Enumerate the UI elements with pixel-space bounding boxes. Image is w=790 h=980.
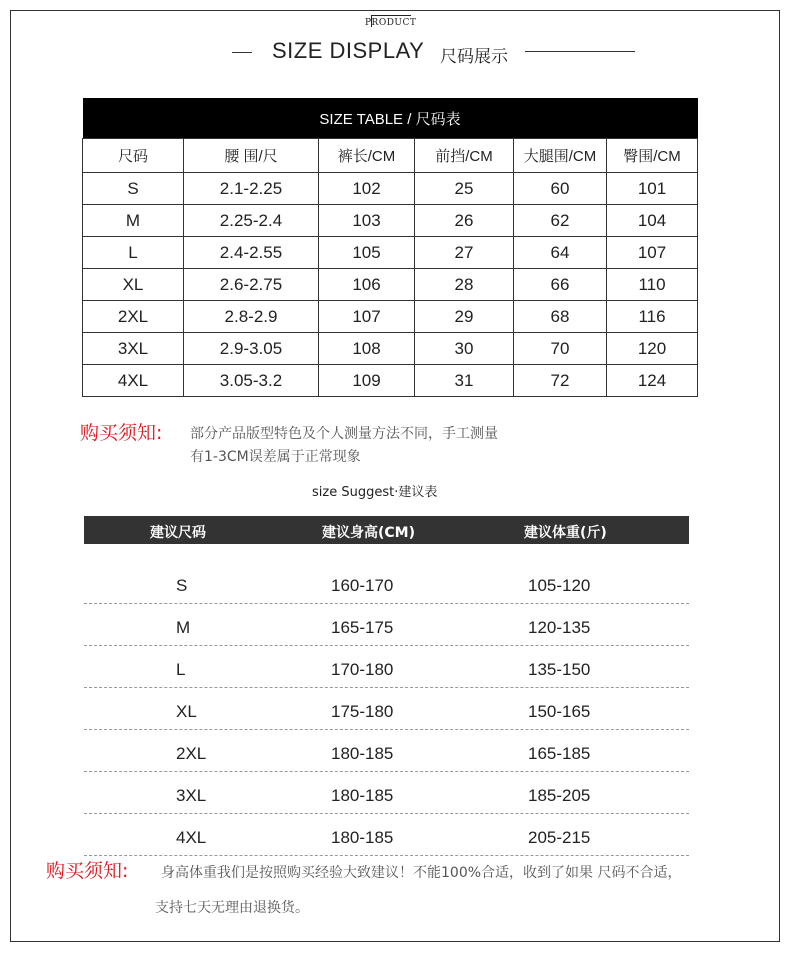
table-cell: 72	[514, 365, 607, 397]
table-cell: 2.9-3.05	[184, 333, 319, 365]
table-cell: L	[176, 660, 186, 679]
column-header: 大腿围/CM	[514, 139, 607, 173]
table-cell: XL	[176, 702, 197, 721]
table-cell: 124	[607, 365, 698, 397]
table-cell: 185-205	[528, 786, 591, 805]
table-cell: 165-185	[528, 744, 591, 763]
table-cell: 31	[415, 365, 514, 397]
list-item	[84, 562, 689, 604]
column-header: 腰 围/尺	[184, 139, 319, 173]
table-cell: 107	[607, 237, 698, 269]
table-cell: 180-185	[331, 744, 394, 763]
list-item	[84, 688, 689, 730]
table-cell: 104	[607, 205, 698, 237]
size-table	[82, 98, 698, 397]
table-row	[83, 365, 698, 397]
column-header: 建议身高(CM)	[322, 525, 416, 541]
table-cell: 109	[319, 365, 415, 397]
column-header: 尺码	[83, 139, 184, 173]
table-row	[83, 237, 698, 269]
table-cell: M	[83, 205, 184, 237]
table-row	[83, 205, 698, 237]
product-tag: PRODUCT	[365, 18, 417, 28]
notice-label: 购买须知:	[46, 860, 129, 882]
table-cell: 3.05-3.2	[184, 365, 319, 397]
notice-label: 购买须知:	[80, 422, 163, 444]
table-cell: S	[83, 173, 184, 205]
column-header: 前挡/CM	[415, 139, 514, 173]
column-header: 建议体重(斤)	[524, 525, 607, 541]
table-cell: 120-135	[528, 618, 591, 637]
list-item	[84, 772, 689, 814]
title-dash-left	[232, 52, 252, 53]
table-row	[83, 173, 698, 205]
table-cell: 107	[319, 301, 415, 333]
table-cell: XL	[83, 269, 184, 301]
list-item	[84, 604, 689, 646]
table-cell: 106	[319, 269, 415, 301]
suggest-table-header	[84, 516, 689, 544]
table-cell: 2.6-2.75	[184, 269, 319, 301]
size-table-header-row	[83, 139, 698, 173]
page-title-en: SIZE DISPLAY	[272, 38, 425, 63]
table-cell: 160-170	[331, 576, 394, 595]
table-cell: 175-180	[331, 702, 394, 721]
table-cell: 2.25-2.4	[184, 205, 319, 237]
table-cell: 180-185	[331, 828, 394, 847]
table-cell: 2.4-2.55	[184, 237, 319, 269]
suggest-table	[84, 562, 689, 856]
table-cell: 101	[607, 173, 698, 205]
column-header: 裤长/CM	[319, 139, 415, 173]
table-cell: 30	[415, 333, 514, 365]
table-cell: 2XL	[176, 744, 207, 763]
table-cell: 105-120	[528, 576, 591, 595]
column-header: 建议尺码	[150, 525, 206, 541]
table-row	[83, 269, 698, 301]
table-cell: 62	[514, 205, 607, 237]
table-cell: 60	[514, 173, 607, 205]
table-cell: 2XL	[83, 301, 184, 333]
table-cell: 110	[607, 269, 698, 301]
table-cell: 165-175	[331, 618, 394, 637]
notice-text: 支持七天无理由退换货。	[155, 900, 309, 916]
table-cell: 27	[415, 237, 514, 269]
decor-line	[371, 15, 411, 16]
table-cell: 205-215	[528, 828, 591, 847]
table-cell: 2.8-2.9	[184, 301, 319, 333]
list-item	[84, 814, 689, 856]
table-cell: 68	[514, 301, 607, 333]
table-cell: 26	[415, 205, 514, 237]
table-cell: 29	[415, 301, 514, 333]
table-cell: 120	[607, 333, 698, 365]
table-cell: 102	[319, 173, 415, 205]
table-cell: 64	[514, 237, 607, 269]
notice-text: 部分产品版型特色及个人测量方法不同，手工测量	[190, 426, 498, 442]
table-cell: S	[176, 576, 188, 595]
table-cell: 28	[415, 269, 514, 301]
table-cell: 3XL	[83, 333, 184, 365]
size-table-title: SIZE TABLE / 尺码表	[83, 98, 698, 139]
notice-text: 身高体重我们是按照购买经验大致建议！不能100%合适，收到了如果 尺码不合适，	[161, 865, 682, 881]
notice-text: 有1-3CM误差属于正常现象	[190, 449, 361, 465]
table-cell: 70	[514, 333, 607, 365]
table-cell: 4XL	[83, 365, 184, 397]
table-cell: 180-185	[331, 786, 394, 805]
table-cell: M	[176, 618, 191, 637]
table-cell: 4XL	[176, 828, 207, 847]
table-cell: 103	[319, 205, 415, 237]
table-row	[83, 301, 698, 333]
table-cell: 116	[607, 301, 698, 333]
table-cell: 135-150	[528, 660, 591, 679]
table-row	[83, 333, 698, 365]
table-cell: 25	[415, 173, 514, 205]
table-cell: 66	[514, 269, 607, 301]
table-cell: L	[83, 237, 184, 269]
column-header: 臀围/CM	[607, 139, 698, 173]
suggest-title: size Suggest·建议表	[312, 485, 438, 500]
table-cell: 3XL	[176, 786, 207, 805]
page-title-cn: 尺码展示	[440, 47, 508, 67]
title-dash-right	[525, 51, 635, 52]
table-cell: 108	[319, 333, 415, 365]
list-item	[84, 646, 689, 688]
table-cell: 170-180	[331, 660, 394, 679]
table-cell: 150-165	[528, 702, 591, 721]
list-item	[84, 730, 689, 772]
table-cell: 2.1-2.25	[184, 173, 319, 205]
table-cell: 105	[319, 237, 415, 269]
